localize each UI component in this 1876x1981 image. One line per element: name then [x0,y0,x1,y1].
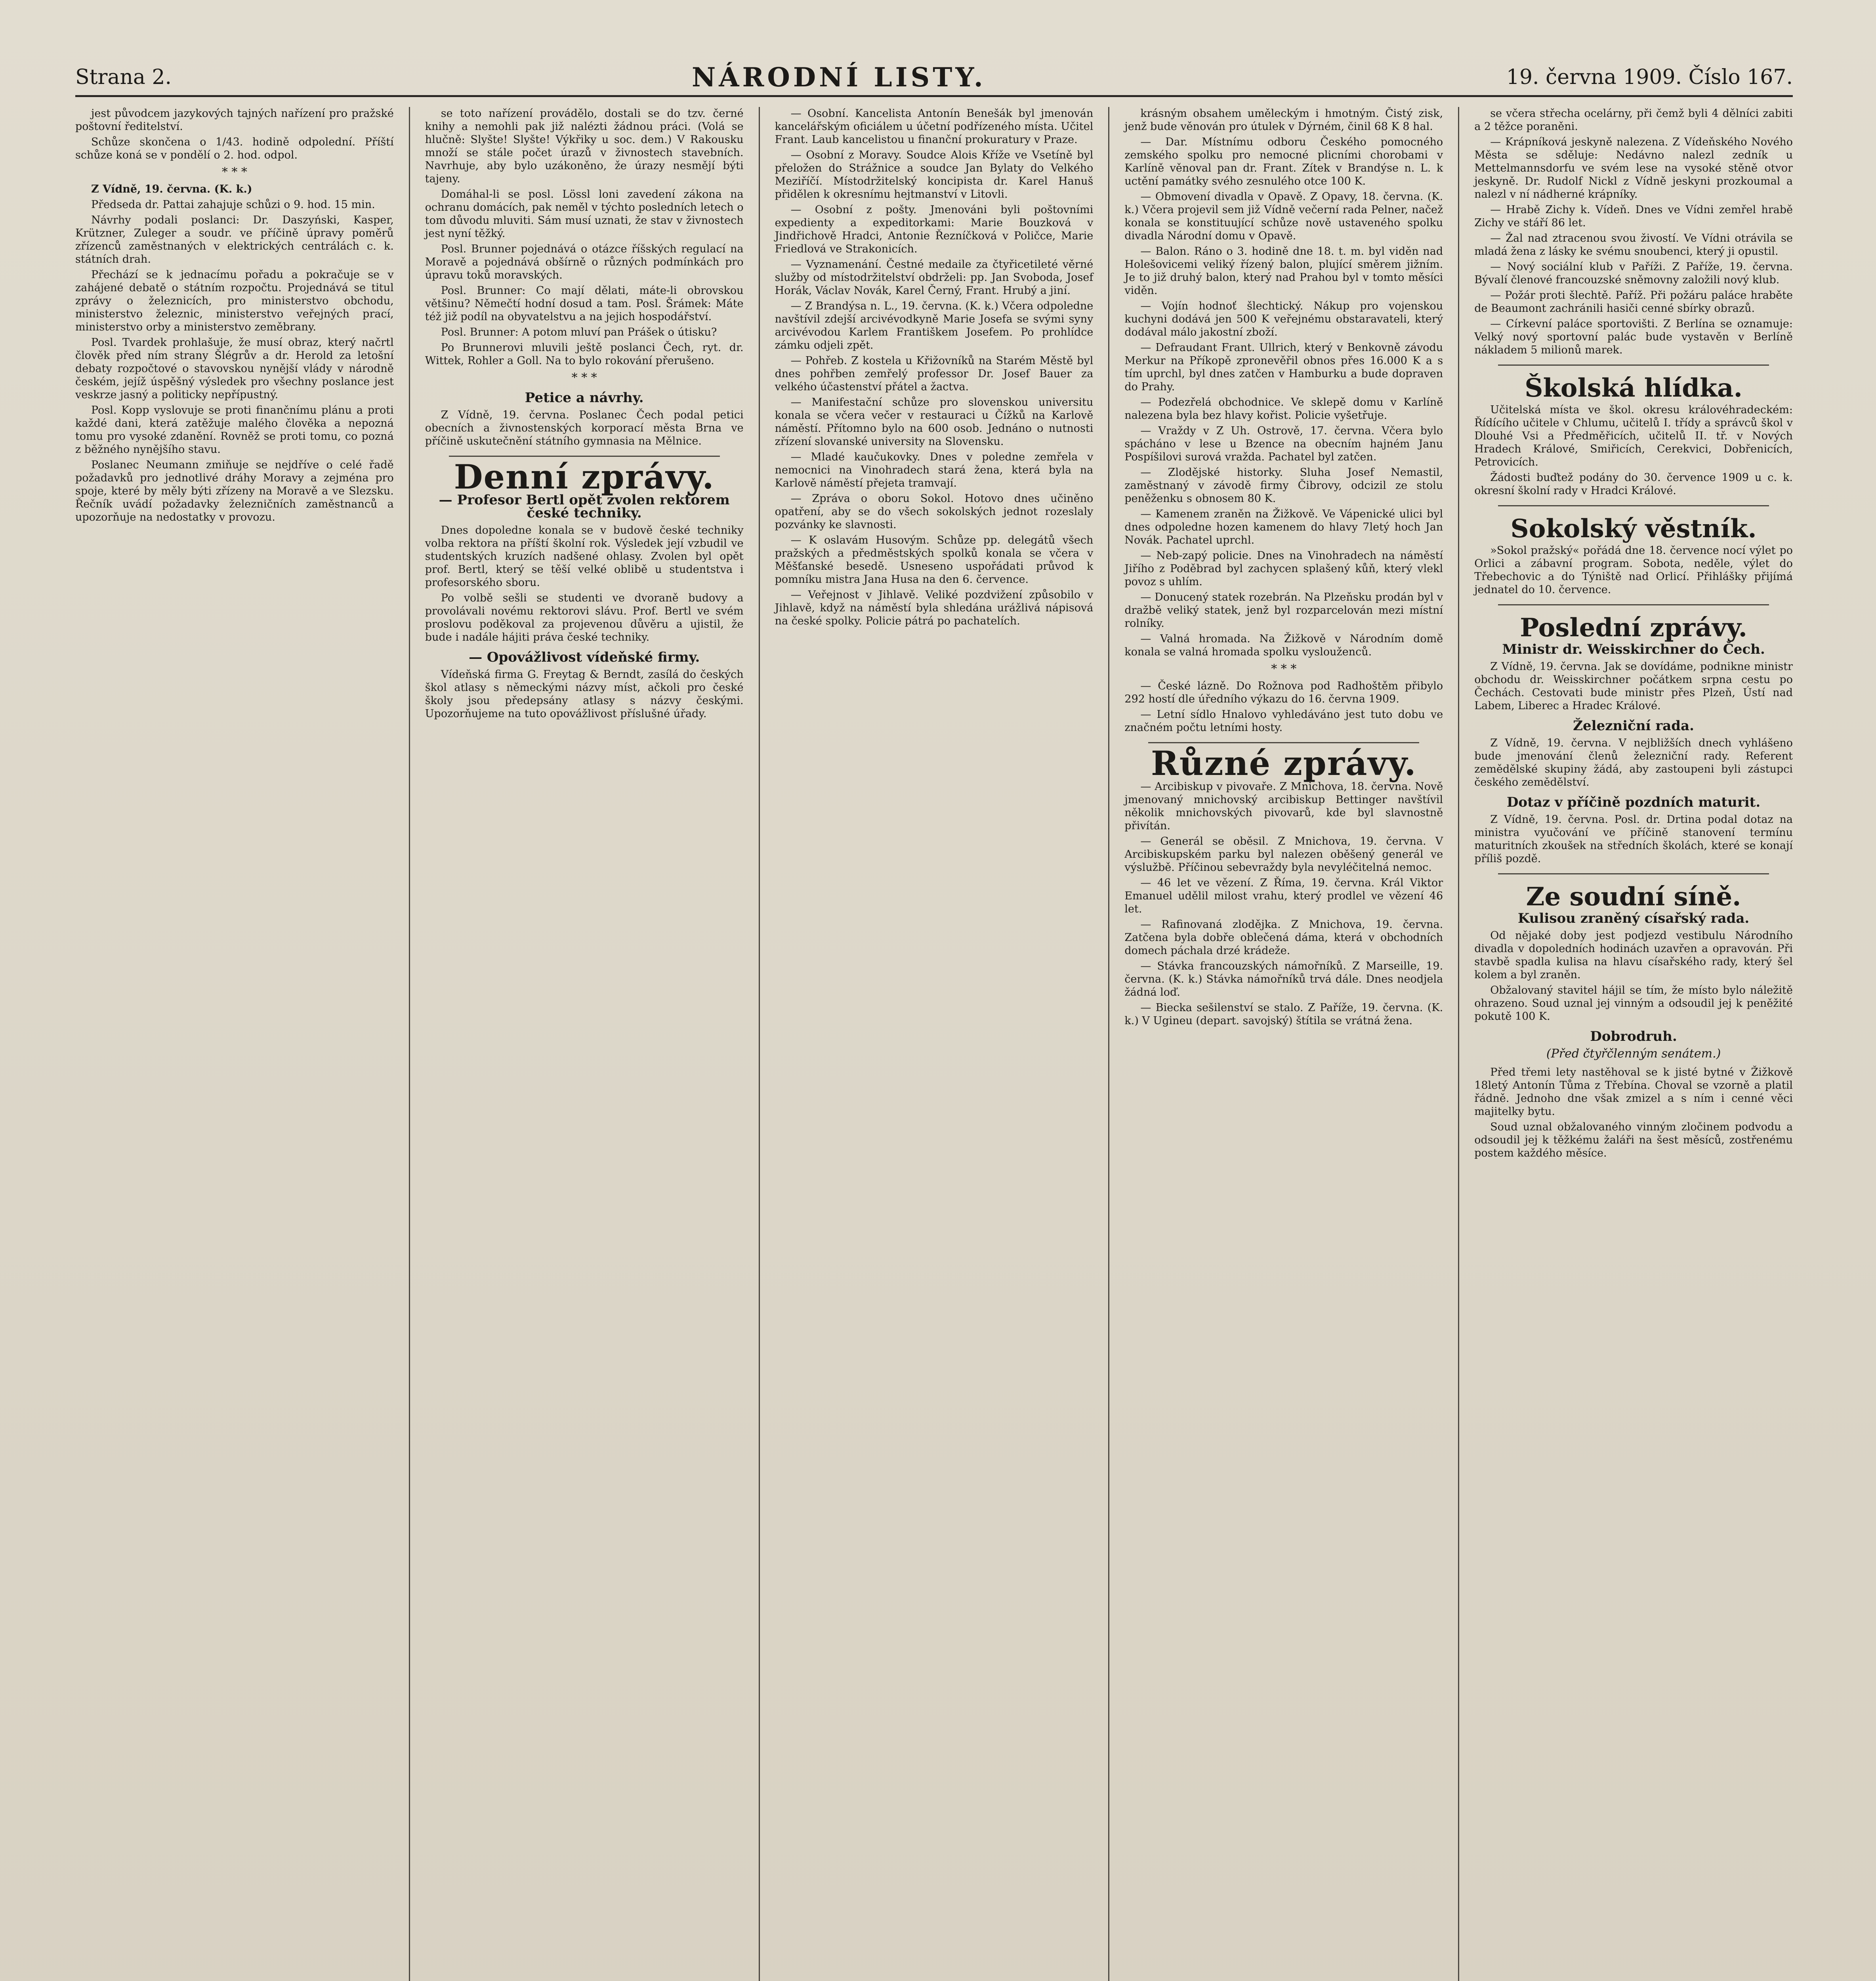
article-paragraph: Učitelská místa ve škol. okresu královéhradeckém: Řídícího učitele v Chlumu, učitelů I. třídy a správců škol v Dlouhé Vsi a Předměřicích, učitelů II. tř. v Nových Hradech Králové, Smiřicích, Cerekvici, Dobřenicích, Petrovicích. [1474,404,1793,468]
article-paragraph: — Zpráva o oboru Sokol. Hotovo dnes učiněno opatření, aby se do všech sokolských jednot rozeslaly pozvánky ke slavnosti. [775,492,1094,531]
article-paragraph: — České lázně. Do Rožnova pod Radhoštěm přibylo 292 hostí dle úředního výkazu do 16. června 1909. [1124,680,1443,705]
subheading: Petice a návrhy. [525,390,644,406]
masthead-title: NÁRODNÍ LISTY. [691,62,986,93]
article-paragraph: Obžalovaný stavitel hájil se tím, že místo bylo náležitě ohrazeno. Soud uznal jej vinným a odsoudil jej k peněžité pokutě 100 K. [1474,984,1793,1023]
issue-date: 19. června 1909. Číslo 167. [1506,65,1793,89]
article-paragraph: — K oslavám Husovým. Schůze pp. delegátů všech pražských a předměstských spolků konala se včera v Měšťanské besedě. Usneseno uspořádati průvod k pomníku mistra Jana Husa na den 6. července. [775,534,1094,586]
article-paragraph: — Arcibiskup v pivovaře. Z Mnichova, 18. června. Nově jmenovaný mnichovský arcibiskup Bettinger navštívil několik mnichovských pivovarů, kde byl slavnostně přivítán. [1124,781,1443,832]
article-paragraph: — Dar. Místnímu odboru Českého pomocného zemského spolku pro nemocné plicními chorobami v Karlíně věnoval pan dr. Frant. Zítek v Brandýse n. L. k uctění památky svého zesnulého otce 100 K. [1124,136,1443,187]
article-paragraph: — Valná hromada. Na Žižkově v Národním domě konala se valná hromada spolku vyslouženců. [1124,633,1443,658]
section-separator: * * * [221,165,247,179]
subheading: — Opovážlivost vídeňské firmy. [469,649,700,665]
section-separator: * * * [1271,662,1297,676]
article-paragraph: Z Vídně, 19. června. Jak se dovídáme, podnikne ministr obchodu dr. Weisskirchner počátkem srpna cestu po Čechách. Cestovati bude ministr přes Plzeň, Ústí nad Labem, Liberec a Hradec Králové. [1474,660,1793,712]
article-paragraph: Návrhy podali poslanci: Dr. Daszyński, Kasper, Krützner, Zuleger a soudr. ve příčině úpravy poměrů zřízenců zaměstnaných v elektrických centrálách c. k. státních drah. [75,214,394,265]
article-paragraph: — Balon. Ráno o 3. hodině dne 18. t. m. byl viděn nad Holešovicemi veliký řízený balon, plující směrem jižním. Je to již druhý balon, který nad Prahou byl v tomto měsíci viděn. [1124,245,1443,297]
article-paragraph: Posl. Brunner: A potom mluví pan Prášek o útisku? [441,326,717,338]
section-heading: Školská hlídka. [1525,373,1742,403]
article-paragraph: Z Vídně, 19. června. Posl. dr. Drtina podal dotaz na ministra vyučování ve příčině stanovení termínu maturitních zkoušek na středních školách, které se konají příliš pozdě. [1474,813,1793,865]
article-paragraph: Přechází se k jednacímu pořadu a pokračuje se v zahájené debatě o státním rozpočtu. Projednává se titul zprávy o železnicích, pro ministerstvo obchodu, ministerstvo železnic, ministerstvo veřejných prací, ministerstvo orby a ministerstvo zeměbrany. [75,269,394,333]
article-paragraph: Z Vídně, 19. června. Poslanec Čech podal petici obecních a živnostenských korporací města Brna ve příčině uskutečnění státního gymnasia na Mělnice. [425,409,744,447]
column-4 [1108,107,1458,1981]
article-paragraph: Soud uznal obžalovaného vinným zločinem podvodu a odsoudil jej k těžkému žaláři na šest měsíců, zostřenému postem každého měsíce. [1474,1121,1793,1159]
subheading: Ministr dr. Weisskirchner do Čech. [1502,641,1765,657]
article-paragraph: — Manifestační schůze pro slovenskou universitu konala se včera večer v restauraci u Čížků na Karlově náměstí. Přítomno bylo na 600 osob. Jednáno o nutnosti zřízení slovanské university na Slovensku. [775,396,1094,448]
article-paragraph: — Vyznamenání. Čestné medaile za čtyřicetileté věrné služby od místodržitelství obdrželi: pp. Jan Svoboda, Josef Horák, Václav Novák, Karel Černý, Frant. Hrubý a jiní. [775,258,1094,297]
article-paragraph: Poslanec Neumann zmiňuje se nejdříve o celé řadě požadavků pro jednotlivé dráhy Moravy a zejména pro spoje, které by měly býti zřízeny na Moravě a ve Slezsku. Řečník uvádí požadavky železničních zaměstnanců a upozorňuje na nedostatky v provozu. [75,459,394,523]
article-paragraph: — Podezřelá obchodnice. Ve sklepě domu v Karlíně nalezena byla bez hlavy kořist. Policie vyšetřuje. [1124,396,1443,422]
article-paragraph: — Biecka sešilenství se stalo. Z Paříže, 19. června. (K. k.) V Ugineu (depart. savojský) štítila se vrátná žena. [1124,1002,1443,1027]
article-paragraph: — Osobní z Moravy. Soudce Alois Kříže ve Vsetíně byl přeložen do Strážnice a soudce Jan Bylaty do Velkého Meziříčí. Místodržitelský koncipista dr. Karel Hanuš přidělen k okresnímu hejtmanství v Litovli. [775,149,1094,200]
divider [1498,604,1769,605]
article-paragraph: Posl. Brunner pojednává o otázce říšských regulací na Moravě a pojednává obšírně o různých podmínkách pro úpravu toků moravských. [425,243,744,281]
section-heading: Sokolský věstník. [1510,514,1757,544]
article-paragraph: Posl. Brunner: Co mají dělati, máte-li obrovskou většinu? Němečtí hodní dosud a tam. Posl. Šrámek: Máte též již podíl na obyvatelstvu a na jejich hospodářství. [425,284,744,323]
dateline: Z Vídně, 19. června. (K. k.) [91,183,252,195]
divider [449,456,720,457]
subheading: Železniční rada. [1573,718,1694,734]
subheading: — Profesor Bertl opět zvolen rektorem české techniky. [439,492,730,521]
article-paragraph: — Církevní paláce sportovišti. Z Berlína se oznamuje: Velký nový sportovní palác bude vystavěn v Berlíně nákladem 5 milionů marek. [1474,318,1793,356]
article-paragraph: krásným obsahem uměleckým i hmotným. Čistý zisk, jenž bude věnován pro útulek v Dýrném, činil 68 K 8 hal. [1124,107,1443,133]
article-paragraph: — Donucený statek rozebrán. Na Plzeňsku prodán byl v dražbě veliký statek, jenž byl rozparcelován mezi místní rolníky. [1124,591,1443,630]
article-paragraph: Domáhal-li se posl. Lössl loni zavedení zákona na ochranu domácích, pak neměl v týchto posledních letech o tom důvodu mluviti. Sám musí uznati, že stav v živnostech jest nyní těžký. [425,188,744,240]
article-paragraph: — Vojín hodnoť šlechtický. Nákup pro vojenskou kuchyni dodává jen 500 K veřejnému obstaravateli, který dodával málo jakostní zboží. [1124,300,1443,338]
article-paragraph: »Sokol pražský« pořádá dne 18. července nocí výlet po Orlici a zábavní program. Sobota, neděle, výlet do Třebechovic a do Týniště nad Orlicí. Přihlášky přijímá jednatel do 10. července. [1474,544,1793,596]
article-paragraph: — Osobní z pošty. Jmenováni byli poštovními expedienty a expeditorkami: Marie Bouzková v Jindřichově Hradci, Antonie Řezníčková v Poličce, Marie Friedlová ve Strakonicích. [775,204,1094,255]
article-paragraph: Žádosti buďtež podány do 30. července 1909 u c. k. okresní školní rady v Hradci Králové. [1474,471,1793,497]
article-paragraph: — Defraudant Frant. Ullrich, který v Benkovně závodu Merkur na Příkopě zpronevěřil obnos přes 16.000 K a s tím uprchl, byl dnes zatčen v Hamburku a bude dopraven do Prahy. [1124,342,1443,393]
subheading: Dobrodruh. [1590,1029,1677,1044]
article-paragraph: — Rafinovaná zlodějka. Z Mnichova, 19. června. Zatčena byla dobře oblečená dáma, která v obchodních domech páchala drzé krádeže. [1124,918,1443,957]
article-paragraph: Od nějaké doby jest podjezd vestibulu Národního divadla v dopoledních hodinách uzavřen a opravován. Při stavbě spadla kulisa na hlavu císařského rady, který šel kolem a byl zraněn. [1474,929,1793,981]
column-5 [1458,107,1793,1981]
article-paragraph: se včera střecha ocelárny, při čemž byli 4 dělníci zabiti a 2 těžce poraněni. [1474,107,1793,133]
article-paragraph: — Krápníková jeskyně nalezena. Z Vídeňského Nového Města se sděluje: Nedávno nalezl zedník u Mettelmannsdorfu ve svém lese na vysoké stěně otvor jeskyně. Dr. Rudolf Nickl z Vídně jeskyni prozkoumal a nalezl v ní nádherné krápníky. [1474,136,1793,200]
article-paragraph: Po volbě sešli se studenti ve dvoraně budovy a provolávali novému rektorovi slávu. Prof. Bertl ve svém proslovu poděkoval za projevenou důvěru a ujistil, že bude i nadále hájiti práva české techniky. [425,592,744,643]
columns [75,107,1793,1981]
article-paragraph: Posl. Tvardek prohlašuje, že musí obraz, který načrtl člověk před ním strany Šlégrův a dr. Herold za letošní debaty rozpočtové o stavovskou nynější vlády v národně českém, jejíž úspěšný výsledek pro všechny poslance jest veskrze jasný a politicky nepřípustný. [75,336,394,401]
article-paragraph: Předseda dr. Pattai zahajuje schůzi o 9. hod. 15 min. [91,198,375,211]
divider [1498,505,1769,506]
subheading: Kulisou zraněný císařský rada. [1517,910,1750,926]
article-paragraph: Z Vídně, 19. června. V nejbližších dnech vyhlášeno bude jmenování členů železniční rady. Referent zemědělské skupiny žádá, aby zastoupeni byli zástupci českého zemědělství. [1474,737,1793,788]
article-paragraph: — Pohřeb. Z kostela u Křižovníků na Starém Městě byl dnes pohřben zemřelý professor Dr. Josef Bauer za velkého účastenství přátel a žactva. [775,355,1094,393]
section-heading: Různé zprávy. [1151,744,1417,783]
article-paragraph: jest původcem jazykových tajných nařízení pro pražské poštovní ředitelství. [75,107,394,133]
subheading: Dotaz v příčině pozdních maturit. [1506,794,1761,810]
article-paragraph: — Generál se oběsil. Z Mnichova, 19. června. V Arcibiskupském parku byl nalezen oběšený generál ve výslužbě. Příčinou sebevraždy byla nevyléčitelná nemoc. [1124,835,1443,874]
article-paragraph: — Zlodějské historky. Sluha Josef Nemastil, zaměstnaný v závodě firmy Čibrovy, odcizil ze stolu peněženku s obnosem 80 K. [1124,466,1443,505]
article-paragraph: Schůze skončena o 1/43. hodině odpolední. Příští schůze koná se v pondělí o 2. hod. odpol. [75,136,394,161]
article-paragraph: Vídeňská firma G. Freytag & Berndt, zasílá do českých škol atlasy s německými názvy míst, ačkoli pro české školy jsou předepsány atlasy s názvy českými. Upozorňujeme na tuto opovážlivost příslušné úřady. [425,668,744,720]
article-paragraph: — Mladé kaučukovky. Dnes v poledne zemřela v nemocnici na Vinohradech stará žena, která byla na Karlově náměstí přejeta tramvají. [775,451,1094,489]
divider [1498,873,1769,874]
article-paragraph: — Osobní. Kancelista Antonín Benešák byl jmenován kancelářským oficiálem u účetní podřízeného místa. Učitel Frant. Laub kancelistou u finanční prokuratury v Praze. [775,107,1094,146]
page-number: Strana 2. [75,65,172,89]
article-paragraph: — Žal nad ztracenou svou živostí. Ve Vídni otrávila se mladá žena z lásky ke svému snoubenci, který ji opustil. [1474,232,1793,258]
article-paragraph: — Neb-zapý policie. Dnes na Vinohradech na náměstí Jiřího z Poděbrad byl zachycen splašený kůň, který vlekl povoz s uhlím. [1124,550,1443,588]
column-2 [409,107,759,1981]
section-heading: Denní zprávy. [454,457,715,496]
article-paragraph: — Z Brandýsa n. L., 19. června. (K. k.) Včera odpoledne navštívil zdejší arcivévodkyně Marie Josefa se svými syny arcivévodou Karlem Františkem Josefem. Po prohlídce zámku odjeli zpět. [775,300,1094,351]
article-paragraph: — Letní sídlo Hnalovo vyhledáváno jest tuto dobu ve značném počtu letními hosty. [1124,708,1443,734]
section-heading: Poslední zprávy. [1520,613,1747,643]
section-separator: * * * [571,371,597,385]
article-paragraph: Dnes dopoledne konala se v budově české techniky volba rektora na příští školní rok. Výsledek její vzbudil ve studentských kruzích nadšené ohlasy. Zvolen byl opět prof. Bertl, který se těší velké oblibě u studentstva i profesorského sboru. [425,524,744,589]
article-paragraph: se toto nařízení provádělo, dostali se do tzv. černé knihy a nemohli pak již nalézti žádnou práci. (Volá se hlučně: Slyšte! Slyšte! Výkřiky u soc. dem.) V Rakousku množí se stále počet úrazů v živnostech stavebních. Navrhuje, aby bylo uzákoněno, že úrazy nesmějí býti tajeny. [425,107,744,185]
article-paragraph: Před třemi lety nastěhoval se k jisté bytné v Žižkově 18letý Antonín Tůma z Třebína. Choval se vzorně a platil řádně. Jednoho dne však zmizel a s ním i cenné věci majitelky bytu. [1474,1066,1793,1118]
article-paragraph: — Stávka francouzských námořníků. Z Marseille, 19. června. (K. k.) Stávka námořníků trvá dále. Dnes neodjela žádná loď. [1124,960,1443,998]
section-heading: Ze soudní síně. [1526,882,1741,912]
divider [1148,742,1419,743]
article-paragraph: — Obmovení divadla v Opavě. Z Opavy, 18. června. (K. k.) Včera projevil sem již Vídně večerní rada Pelner, načež konala se konstituující schůze nově ustaveného spolku divadla Národní domu v Opavě. [1124,191,1443,242]
page-header [75,59,1793,97]
divider [1498,365,1769,366]
article-paragraph: — Vraždy v Z Uh. Ostrově, 17. června. Včera bylo spácháno v lese u Bzence na obecním hajném Janu Pospíšilovi surová vražda. Pachatel byl zatčen. [1124,425,1443,463]
article-paragraph: Po Brunnerovi mluvili ještě poslanci Čech, ryt. dr. Wittek, Rohler a Goll. Na to bylo rokování přerušeno. [425,342,744,367]
article-paragraph: — 46 let ve vězení. Z Říma, 19. června. Král Viktor Emanuel udělil milost vrahu, který prodlel ve vězení 46 let. [1124,877,1443,915]
article-paragraph: — Nový sociální klub v Paříži. Z Paříže, 19. června. Bývalí členové francouzské sněmovny založili nový klub. [1474,261,1793,286]
column-1 [75,107,409,1981]
article-paragraph: Posl. Kopp vyslovuje se proti finančnímu plánu a proti každé dani, která zatěžuje malého člověka a nepozná tomu pro vysoké zdanění. Rovněž se proti tomu, co pozná z běžného nynějšího stavu. [75,404,394,456]
article-paragraph: — Veřejnost v Jihlavě. Veliké pozdvižení způsobilo v Jihlavě, když na náměstí byla shledána urážlivá nápisová na české spolky. Policie pátrá po pachatelích. [775,589,1094,627]
article-paragraph: — Hrabě Zichy k. Vídeň. Dnes ve Vídni zemřel hrabě Zichy ve stáří 86 let. [1474,204,1793,229]
article-paragraph: — Kamenem zraněn na Žižkově. Ve Vápenické ulici byl dnes odpoledne hozen kamenem do hlavy 7letý hoch Jan Novák. Pachatel uprchl. [1124,508,1443,546]
article-paragraph: — Požár proti šlechtě. Paříž. Při požáru paláce hraběte de Beaumont zachránili hasiči cenné sbírky obrazů. [1474,289,1793,315]
column-3 [759,107,1109,1981]
subheading-note: (Před čtyřčlenným senátem.) [1546,1047,1721,1061]
